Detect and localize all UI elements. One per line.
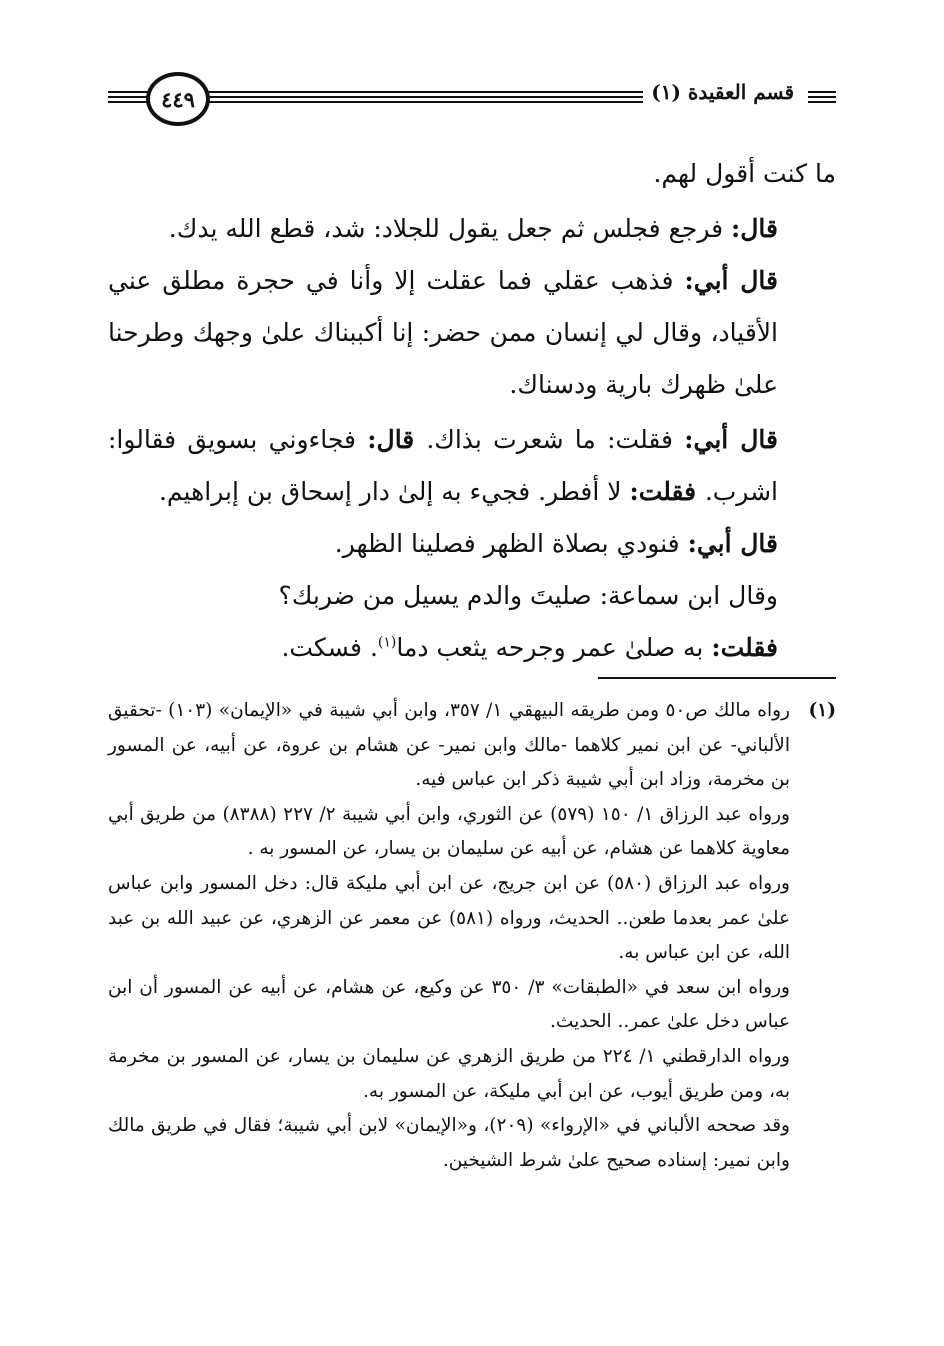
paragraph: [108, 203, 836, 255]
footnote-paragraph: ورواه الدارقطني ١/ ٢٢٤ من طريق الزهري عن سليمان بن يسار، عن المسور بن مخرمة به، ومن طريق أيوب، عن ابن أبي مليكة، عن المسور به.: [108, 1045, 790, 1102]
page-number-oval: [146, 72, 210, 126]
header-rule: [108, 101, 148, 103]
running-header: [108, 68, 836, 128]
footnotes: [108, 694, 836, 1178]
page-number: ٤٤٩: [161, 86, 195, 112]
paragraph-text: وقال ابن سماعة: صليتَ والدم يسيل من ضربك؟: [278, 581, 778, 610]
footnote-paragraph: ورواه عبد الرزاق ١/ ١٥٠ (٥٧٩) عن الثوري، وابن أبي شيبة ٢/ ٢٢٧ (٨٣٨٨) من طريق أبي معاوية كلاهما عن هشام، عن أبيه عن سليمان بن يسار، عن المسور به .: [108, 803, 790, 860]
header-rule: [108, 96, 148, 98]
paragraph-text: فذهب عقلي فما عقلت إلا وأنا في حجرة مطلق عني الأقياد، وقال لي إنسان ممن حضر: إنا أكببناك علىٰ وجهك وطرحنا علىٰ ظهرك بارية ودسناك.: [108, 266, 778, 399]
header-rule: [808, 91, 836, 93]
footnote-paragraph: ورواه عبد الرزاق (٥٨٠) عن ابن جريج، عن ابن أبي مليكة قال: دخل المسور وابن عباس علىٰ عمر بعدما طعن.. الحديث، ورواه (٥٨١) عن معمر عن الزهري، عن عبيد الله بن عبد الله، عن ابن عباس به.: [108, 872, 790, 964]
paragraph-text: فجاءوني بسويق فقالوا: اشرب.: [108, 425, 778, 506]
speaker-label: قال:: [367, 425, 427, 454]
paragraph: [108, 148, 836, 200]
footnote-paragraph: وقد صححه الألباني في «الإرواء» (٢٠٩)، و«الإيمان» لابن أبي شيبة؛ فقال في طريق مالك وابن نمير: إسناده صحيح علىٰ شرط الشيخين.: [108, 1115, 790, 1171]
speaker-label: فقلت:: [629, 477, 705, 506]
speaker-label: قال:: [731, 214, 778, 243]
paragraph: [108, 518, 836, 570]
paragraph-text: لا أفطر. فجيء به إلىٰ دار إسحاق بن إبراهيم.: [158, 477, 630, 506]
paragraph-text: فرجع فجلس ثم جعل يقول للجلاد: شد، قطع الله يدك.: [168, 214, 732, 243]
speaker-label: فقلت:: [711, 633, 778, 662]
speaker-label: قال أبي:: [684, 266, 778, 295]
header-rule: [108, 91, 148, 93]
paragraph-text: فنودي بصلاة الظهر فصلينا الظهر.: [334, 529, 688, 558]
footnote-body: [108, 694, 790, 1178]
paragraph: [108, 255, 836, 411]
paragraph-text: به صلىٰ عمر وجرحه يثعب دما: [396, 633, 712, 662]
footnote-reference[interactable]: (١): [377, 634, 397, 651]
footnote-paragraph: ورواه ابن سعد في «الطبقات» ٣/ ٣٥٠ عن وكيع، عن هشام، عن أبيه عن المسور أن ابن عباس دخل علىٰ عمر.. الحديث.: [108, 976, 790, 1033]
paragraph: [108, 622, 836, 674]
footnote-marker: (١): [808, 700, 836, 721]
paragraph-text: ما كنت أقول لهم.: [653, 159, 836, 188]
paragraph-text: . فسكت.: [281, 633, 378, 662]
paragraph: [108, 414, 836, 518]
paragraph-text: فقلت: ما شعرت بذاك.: [426, 425, 685, 454]
paragraph: [108, 570, 836, 622]
section-title: قسم العقيدة (١): [643, 80, 802, 104]
main-text: [108, 148, 836, 674]
header-rule: [808, 96, 836, 98]
speaker-label: قال أبي:: [684, 425, 778, 454]
footnote-separator: [598, 677, 836, 679]
footnote: [108, 694, 836, 1178]
footnote-paragraph: رواه مالك ص٥٠ ومن طريقه البيهقي ١/ ٣٥٧، وابن أبي شيبة في «الإيمان» (١٠٣) -تحقيق الألباني- عن ابن نمير كلاهما -مالك وابن نمير- عن هشام بن عروة، عن أبيه، عن المسور بن مخرمة، وزاد ابن أبي شيبة ذكر ابن عباس فيه.: [108, 700, 790, 791]
header-rule: [808, 101, 836, 103]
speaker-label: قال أبي:: [687, 529, 778, 558]
